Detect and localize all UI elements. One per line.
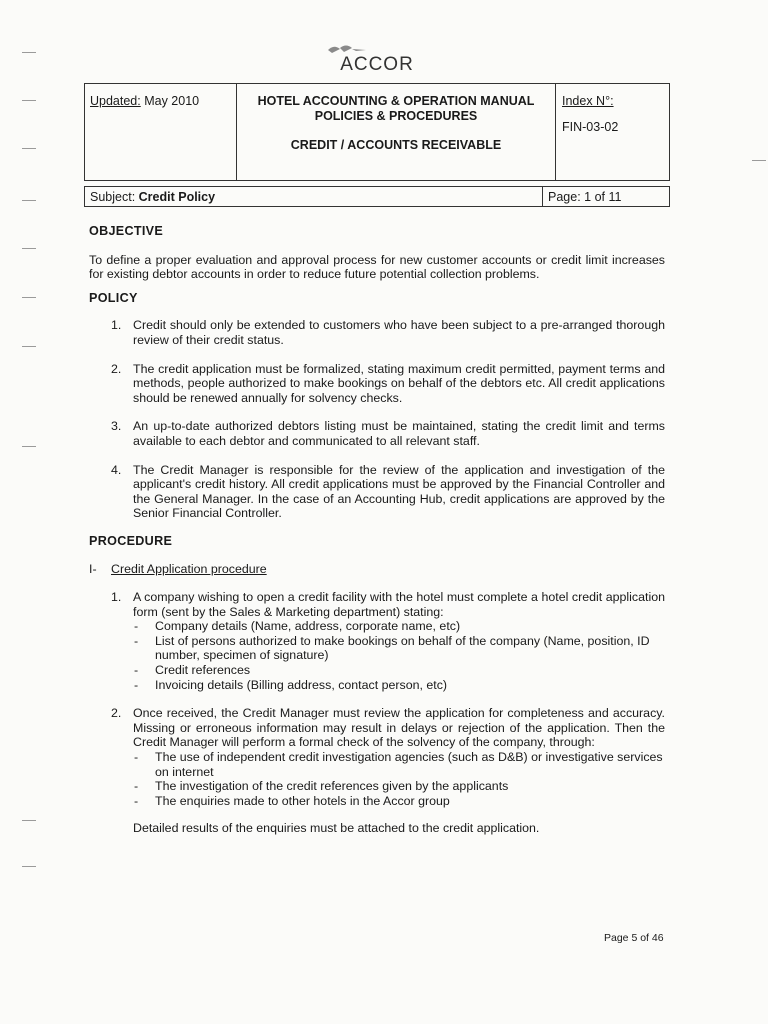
scan-mark [22, 200, 36, 201]
policy-item-number: 4. [111, 462, 122, 477]
scan-mark [22, 100, 36, 101]
policy-item [89, 318, 665, 347]
policy-item-text: Credit should only be extended to customers who have been subject to a pre-arranged thorough review of their credit status. [133, 318, 665, 347]
procedure-section [89, 562, 665, 577]
accor-logo [322, 42, 432, 76]
objective-heading: OBJECTIVE [89, 224, 164, 238]
page-count-cell [543, 187, 670, 207]
procedure-step [89, 706, 665, 750]
document-header-table [84, 83, 670, 181]
index-cell [556, 84, 670, 181]
page-count: Page: 1 of 11 [548, 189, 622, 204]
procedure-section-number: I- [89, 561, 97, 576]
bullet-item: - The enquiries made to other hotels in the Accor group [133, 794, 665, 809]
index-value: FIN-03-02 [562, 120, 619, 134]
procedure-heading: PROCEDURE [89, 533, 173, 548]
scan-mark [22, 52, 36, 53]
procedure-step-number: 2. [111, 706, 122, 721]
bullet-item: - Credit references [133, 663, 665, 678]
scan-mark [752, 160, 766, 161]
bullet-item: - Company details (Name, address, corporate name, etc) [133, 619, 665, 634]
scan-mark [22, 248, 36, 249]
policy-item-text: An up-to-date authorized debtors listing must be maintained, stating the credit limit and terms available to each debtor and communicated to all relevant staff. [133, 419, 665, 448]
policy-item-text: The credit application must be formalized, stating maximum credit permitted, payment terms and methods, people authorized to make bookings on behalf of the debtors etc. All credit applications should be renewed annually for solvency checks. [133, 361, 665, 405]
scan-mark [22, 346, 36, 347]
subject-value: Credit Policy [138, 189, 216, 204]
policy-item [89, 463, 665, 521]
manual-title: HOTEL ACCOUNTING & OPERATION MANUAL POLICIES & PROCEDURES [257, 94, 535, 123]
document-body [89, 224, 665, 836]
policy-item-number: 2. [111, 361, 122, 376]
updated-value: May 2010 [140, 94, 200, 108]
policy-item-text: The Credit Manager is responsible for the review of the application and investigation of the applicant's credit history. All credit applications must be approved by the Financial Controller and the General Manager. In the case of an Accounting Hub, credit applications are approved by the Senior Financial Controller. [133, 462, 665, 521]
subject-label: Subject: [90, 189, 139, 204]
procedure-step-text: Once received, the Credit Manager must review the application for completeness and accuracy. Missing or erroneous information may result in delays or rejection of the application. Then the Credit Manager will perform a formal check of the solvency of the company, through: [133, 706, 665, 750]
bullet-item: - The investigation of the credit references given by the applicants [133, 779, 665, 794]
scan-mark [22, 297, 36, 298]
bullet-list [89, 619, 665, 692]
scan-mark [22, 148, 36, 149]
subject-cell [85, 187, 543, 207]
updated-cell [85, 84, 237, 181]
bullet-list [89, 750, 665, 808]
procedure-step-text: A company wishing to open a credit facility with the hotel must complete a hotel credit application form (sent by the Sales & Marketing department) stating: [133, 590, 665, 619]
procedure-step-number: 1. [111, 590, 122, 605]
policy-item [89, 419, 665, 448]
policy-item-number: 1. [111, 318, 122, 333]
manual-title-cell [237, 84, 556, 181]
index-label: Index N°: [562, 94, 614, 108]
policy-item-number: 3. [111, 419, 122, 434]
objective-text: To define a proper evaluation and approval process for new customer accounts or credit limit increases for existing debtor accounts in order to reduce future potential collection problems. [89, 252, 665, 282]
bullet-item: - List of persons authorized to make bookings on behalf of the company (Name, position, ID number, specimen of signature) [133, 634, 665, 663]
procedure-note: Detailed results of the enquiries must be attached to the credit application. [133, 821, 540, 836]
scan-mark [22, 866, 36, 867]
scan-mark [22, 446, 36, 447]
policy-item [89, 362, 665, 406]
page-footer: Page 5 of 46 [604, 932, 664, 944]
updated-label: Updated: [90, 94, 141, 108]
manual-section: CREDIT / ACCOUNTS RECEIVABLE [290, 138, 502, 152]
bullet-item: - The use of independent credit investigation agencies (such as D&B) or investigative services on internet [133, 750, 665, 779]
scan-mark [22, 820, 36, 821]
bullet-item: - Invoicing details (Billing address, contact person, etc) [133, 678, 665, 693]
policy-heading: POLICY [89, 290, 138, 305]
subject-table [84, 186, 670, 207]
procedure-step [89, 590, 665, 619]
logo-text: ACCOR [340, 54, 414, 75]
procedure-section-title: Credit Application procedure [111, 561, 267, 576]
